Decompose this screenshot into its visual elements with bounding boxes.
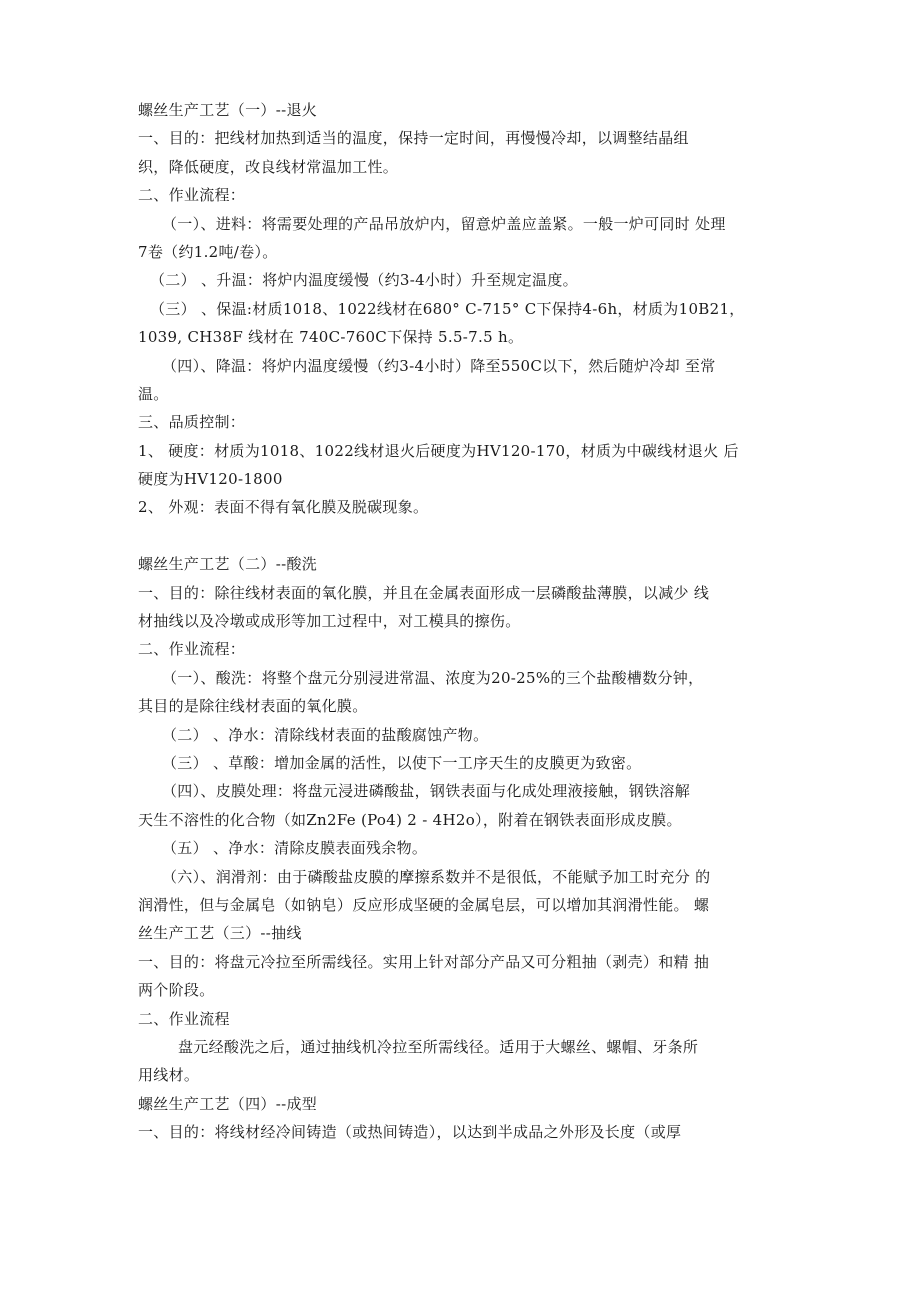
annealing-step-3-line-1: （三） 、保温:材质1018、1022线材在680° C-715° C下保持4-6h，材质为10B21， (150, 299, 745, 318)
pickling-flow-heading: 二、作业流程： (138, 640, 246, 659)
drawing-paragraph-line-2: 用线材。 (138, 1066, 200, 1085)
annealing-purpose-line-1: 一、目的：把线材加热到适当的温度，保持一定时间，再慢慢冷却，以调整结晶组 (138, 129, 689, 148)
pickling-purpose-line-1: 一、目的：除往线材表面的氧化膜，并且在金属表面形成一层磷酸盐薄膜，以减少 线 (138, 583, 710, 602)
drawing-purpose-line-1: 一、目的：将盘元冷拉至所需线径。实用上针对部分产品又可分粗抽（剥壳）和精 抽 (138, 952, 710, 971)
annealing-qc-1-line-2: 硬度为HV120-1800 (138, 470, 283, 489)
pickling-step-2: （二） 、净水：清除线材表面的盐酸腐蚀产物。 (162, 725, 489, 744)
annealing-flow-heading: 二、作业流程： (138, 186, 246, 205)
annealing-qc-1-line-1: 1、 硬度：材质为1018、1022线材退火后硬度为HV120-170，材质为中碳线材退火 后 (138, 441, 739, 460)
pickling-step-1-line-2: 其目的是除往线材表面的氧化膜。 (138, 697, 368, 716)
section-title-drawing: 丝生产工艺（三）--抽线 (138, 924, 302, 943)
pickling-step-5: （五） 、净水：清除皮膜表面残余物。 (162, 839, 428, 858)
drawing-purpose-line-2: 两个阶段。 (138, 981, 215, 1000)
section-title-annealing: 螺丝生产工艺（一）--退火 (138, 101, 318, 119)
annealing-purpose-line-2: 织，降低硬度，改良线材常温加工性。 (138, 157, 399, 176)
pickling-step-4-line-2: 天生不溶性的化合物（如Zn2Fe (Po4) 2 - 4H2o），附着在钢铁表面形成皮膜。 (138, 810, 682, 829)
annealing-step-1-line-2: 7卷（约1.2吨/卷）。 (138, 242, 278, 261)
section-gap (138, 522, 794, 550)
section-title-forming: 螺丝生产工艺（四）--成型 (138, 1094, 318, 1113)
annealing-step-4-line-2: 温。 (138, 384, 169, 403)
annealing-step-3-line-2: 1039, CH38F 线材在 740C-760C下保持 5.5-7.5 h。 (138, 328, 524, 347)
forming-purpose-line-1: 一、目的：将线材经冷间铸造（或热间铸造），以达到半成品之外形及长度（或厚 (138, 1123, 682, 1142)
document-body (138, 96, 794, 1146)
pickling-step-4-line-1: （四）、皮膜处理：将盘元浸进磷酸盐，钢铁表面与化成处理液接触，钢铁溶解 (162, 782, 691, 801)
pickling-step-1-line-1: （一）、酸洗：将整个盘元分别浸进常温、浓度为20-25%的三个盐酸槽数分钟， (162, 668, 704, 687)
annealing-qc-heading: 三、品质控制： (138, 413, 246, 432)
pickling-step-3: （三） 、草酸：增加金属的活性，以使下一工序天生的皮膜更为致密。 (162, 753, 642, 772)
annealing-step-4-line-1: （四）、降温：将炉内温度缓慢（约3-4小时）降至550C以下，然后随炉冷却 至常 (162, 356, 716, 375)
section-title-pickling: 螺丝生产工艺（二）--酸洗 (138, 555, 318, 574)
annealing-step-1-line-1: （一）、进料：将需要处理的产品吊放炉内，留意炉盖应盖紧。一般一炉可同时 处理 (162, 214, 726, 233)
pickling-step-6-line-2: 润滑性，但与金属皂（如钠皂）反应形成坚硬的金属皂层，可以增加其润滑性能。 螺 (138, 895, 710, 914)
pickling-step-6-line-1: （六）、润滑剂：由于磷酸盐皮膜的摩擦系数并不是很低，不能赋予加工时充分 的 (162, 867, 711, 886)
annealing-step-2: （二） 、升温：将炉内温度缓慢（约3-4小时）升至规定温度。 (150, 271, 578, 290)
drawing-paragraph-line-1: 盘元经酸洗之后，通过抽线机冷拉至所需线径。适用于大螺丝、螺帽、牙条所 (178, 1037, 699, 1056)
drawing-flow-heading: 二、作业流程 (138, 1009, 230, 1028)
annealing-qc-2: 2、 外观：表面不得有氧化膜及脱碳现象。 (138, 498, 429, 517)
pickling-purpose-line-2: 材抽线以及冷墩或成形等加工过程中，对工模具的擦伤。 (138, 612, 521, 631)
